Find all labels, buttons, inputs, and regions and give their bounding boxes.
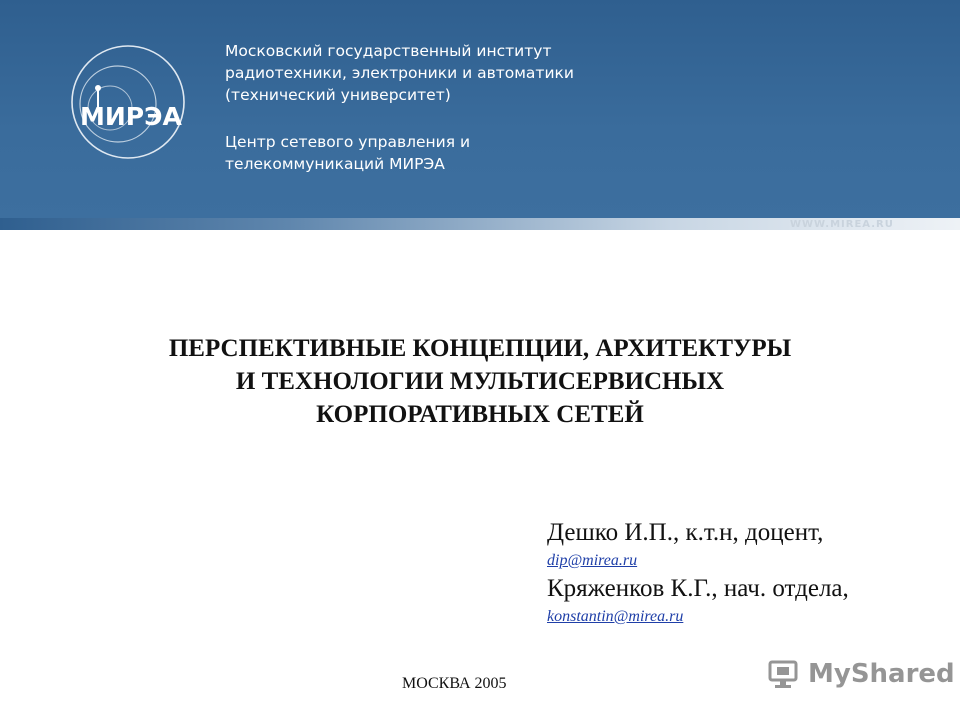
watermark-text: MyShared (808, 659, 955, 689)
institute-line: (технический университет) (225, 86, 451, 104)
author-email-link[interactable]: konstantin@mirea.ru (547, 608, 684, 625)
logo-text: МИРЭА (80, 102, 182, 131)
mirea-logo (68, 42, 188, 162)
center-line: Центр сетевого управления и (225, 133, 471, 151)
title-line: ПЕРСПЕКТИВНЫЕ КОНЦЕПЦИИ, АРХИТЕКТУРЫ (168, 335, 792, 362)
author-name: Дешко И.П., к.т.н, доцент, (547, 519, 824, 546)
author-name: Кряженков К.Г., нач. отдела, (547, 575, 849, 602)
myshared-watermark (768, 656, 955, 692)
center-name (225, 131, 745, 175)
institute-line: радиотехники, электроники и автоматики (225, 64, 574, 82)
presentation-title (40, 332, 920, 431)
city-year: МОСКВА 2005 (402, 675, 507, 692)
institute-name (225, 40, 745, 106)
title-line: И ТЕХНОЛОГИИ МУЛЬТИСЕРВИСНЫХ (235, 368, 725, 395)
website-label: WWW.MIREA.RU (790, 219, 894, 230)
authors-block (547, 517, 947, 629)
institute-line: Московский государственный институт (225, 42, 552, 60)
center-line: телекоммуникаций МИРЭА (225, 155, 445, 173)
author-email-link[interactable]: dip@mirea.ru (547, 552, 638, 569)
myshared-logo-icon (768, 659, 802, 689)
title-line: КОРПОРАТИВНЫХ СЕТЕЙ (316, 401, 644, 428)
